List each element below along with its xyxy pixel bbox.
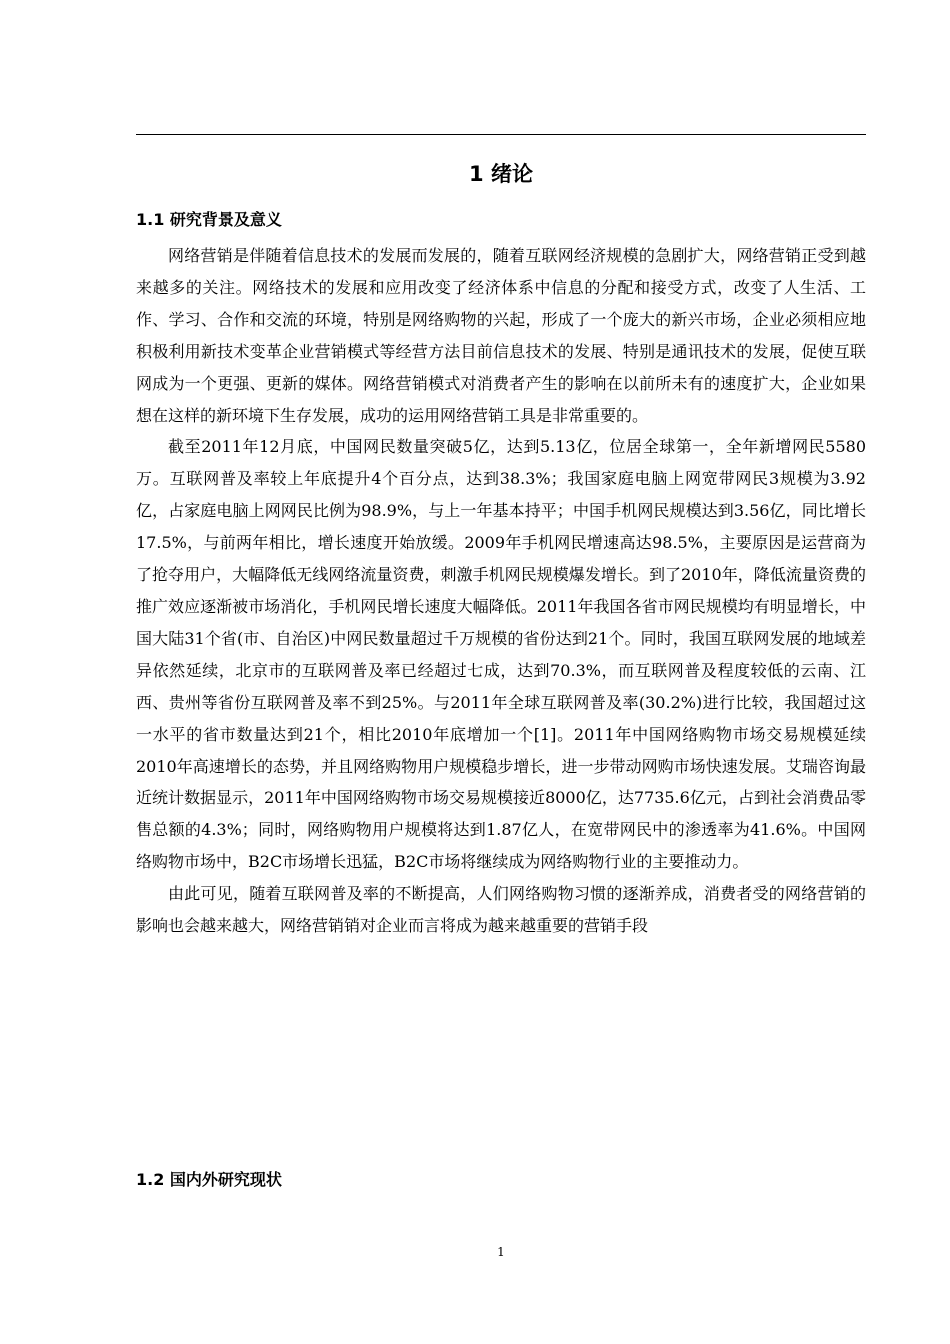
header-rule [136,134,866,135]
section-heading-1-1: 1.1 研究背景及意义 [136,210,282,229]
chapter-title: 1 绪论 [469,162,533,186]
body-paragraph-2: 截至2011年12月底，中国网民数量突破5亿，达到5.13亿，位居全球第一，全年新增网民5580万。互联网普及率较上年底提升4个百分点，达到38.3%；我国家庭电脑上网宽带网民3规模为3.92亿，占家庭电脑上网网民比例为98.9%，与上一年基本持平；中国手机网民规模达到3.56亿，同比增长17.5%，与前两年相比，增长速度开始放缓。2009年手机网民增速高达98.5%，主要原因是运营商为了抢夺用户，大幅降低无线网络流量资费，刺激手机网民规模爆发增长。到了2010年，降低流量资费的推广效应逐渐被市场消化，手机网民增长速度大幅降低。2011年我国各省市网民规模均有明显增长，中国大陆31个省(市、自治区)中网民数量超过千万规模的省份达到21个。同时，我国互联网发展的地域差异依然延续，北京市的互联网普及率已经超过七成，达到70.3%，而互联网普及程度较低的云南、江西、贵州等省份互联网普及率不到25%。与2011年全球互联网普及率(30.2%)进行比较，我国超过这一水平的省市数量达到21个，相比2010年底增加一个[1]。2011年中国网络购物市场交易规模延续2010年高速增长的态势，并且网络购物用户规模稳步增长，进一步带动网购市场快速发展。艾瑞咨询最近统计数据显示，2011年中国网络购物市场交易规模接近8000亿，达7735.6亿元，占到社会消费品零售总额的4.3%；同时，网络购物用户规模将达到1.87亿人，在宽带网民中的渗透率为41.6%。中国网络购物市场中，B2C市场增长迅猛，B2C市场将继续成为网络购物行业的主要推动力。 [136,437,866,872]
section-1-1-body [136,240,866,942]
body-paragraph-3: 由此可见，随着互联网普及率的不断提高，人们网络购物习惯的逐渐养成，消费者受的网络营销的影响也会越来越大，网络营销销对企业而言将成为越来越重要的营销手段 [136,884,866,936]
page-number: 1 [497,1245,505,1259]
body-paragraph-1: 网络营销是伴随着信息技术的发展而发展的，随着互联网经济规模的急剧扩大，网络营销正受到越来越多的关注。网络技术的发展和应用改变了经济体系中信息的分配和接受方式，改变了人生活、工作、学习、合作和交流的环境，特别是网络购物的兴起，形成了一个庞大的新兴市场，企业必须相应地积极利用新技术变革企业营销模式等经营方法目前信息技术的发展、特别是通讯技术的发展，促使互联网成为一个更强、更新的媒体。网络营销模式对消费者产生的影响在以前所未有的速度扩大，企业如果想在这样的新环境下生存发展，成功的运用网络营销工具是非常重要的。 [136,246,866,425]
section-heading-1-2: 1.2 国内外研究现状 [136,1170,282,1189]
